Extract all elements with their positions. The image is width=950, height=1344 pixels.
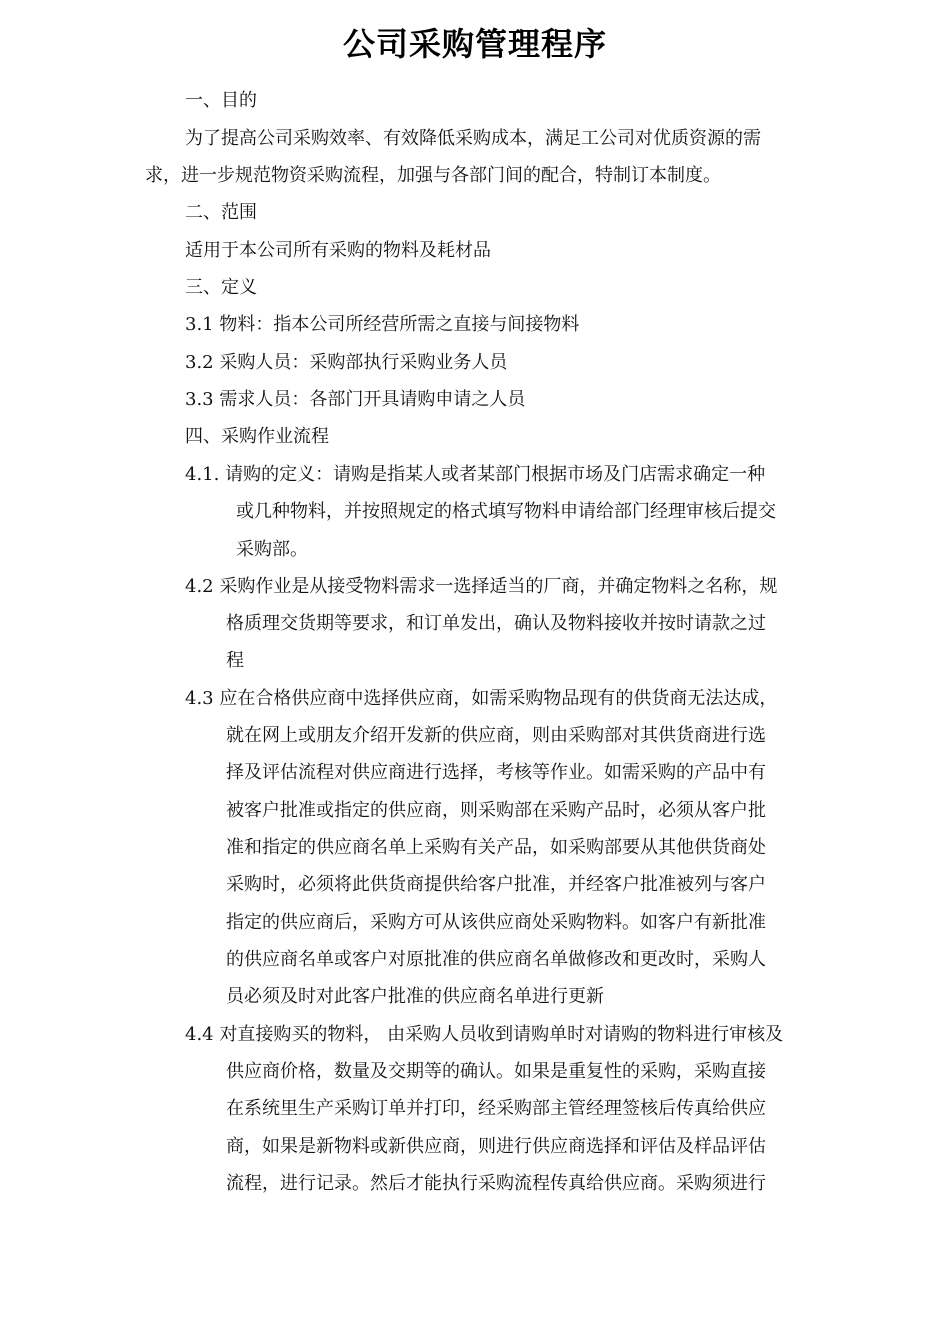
process-4-3-line-8: 的供应商名单或客户对原批准的供应商名单做修改和更改时，采购人 [226, 949, 766, 970]
process-4-3-line-6: 采购时，必须将此供货商提供给客户批准，并经客户批准被列与客户 [226, 874, 766, 895]
process-4-2-line-2: 格质理交货期等要求，和订单发出，确认及物料接收并按时请款之过 [226, 613, 766, 634]
process-4-3-line-3: 择及评估流程对供应商进行选择，考核等作业。如需采购的产品中有 [226, 762, 766, 783]
process-4-4-line-3: 在系统里生产采购订单并打印，经采购部主管经理签核后传真给供应 [226, 1098, 766, 1119]
process-4-3-line-5: 准和指定的供应商名单上采购有关产品，如采购部要从其他供货商处 [226, 837, 766, 858]
process-4-3-line-9: 员必须及时对此客户批准的供应商名单进行更新 [226, 986, 604, 1007]
process-4-4-line-4: 商，如果是新物料或新供应商，则进行供应商选择和评估及样品评估 [226, 1136, 766, 1157]
process-4-3-line-1: 4.3 应在合格供应商中选择供应商，如需采购物品现有的供货商无法达成， [185, 688, 778, 709]
process-4-1-line-1: 4.1. 请购的定义：请购是指某人或者某部门根据市场及门店需求确定一种 [185, 464, 766, 485]
process-4-1-line-3: 采购部。 [236, 539, 308, 560]
document-title: 公司采购管理程序 [342, 25, 607, 63]
definition-3-2: 3.2 采购人员：采购部执行采购业务人员 [185, 352, 508, 373]
process-4-4-line-1: 4.4 对直接购买的物料， 由采购人员收到请购单时对请购的物料进行审核及 [185, 1024, 784, 1045]
scope-text: 适用于本公司所有采购的物料及耗材品 [185, 240, 491, 261]
process-4-3-line-4: 被客户批准或指定的供应商，则采购部在采购产品时，必须从客户批 [226, 800, 766, 821]
process-4-4-line-5: 流程，进行记录。然后才能执行采购流程传真给供应商。采购须进行 [226, 1173, 766, 1194]
purpose-text-line-2: 求，进一步规范物资采购流程，加强与各部门间的配合，特制订本制度。 [145, 165, 721, 186]
purpose-heading: 一、目的 [185, 90, 257, 111]
process-4-2-line-1: 4.2 采购作业是从接受物料需求一选择适当的厂商，并确定物料之名称，规 [185, 576, 778, 597]
process-4-1-line-2: 或几种物料，并按照规定的格式填写物料申请给部门经理审核后提交 [236, 501, 776, 522]
purpose-text-line-1: 为了提高公司采购效率、有效降低采购成本，满足工公司对优质资源的需 [185, 128, 761, 149]
process-heading: 四、采购作业流程 [185, 426, 329, 447]
definition-heading: 三、定义 [185, 277, 257, 298]
scope-heading: 二、范围 [185, 202, 257, 223]
process-4-4-line-2: 供应商价格，数量及交期等的确认。如果是重复性的采购，采购直接 [226, 1061, 766, 1082]
definition-3-1: 3.1 物料：指本公司所经营所需之直接与间接物料 [185, 314, 580, 335]
process-4-3-line-2: 就在网上或朋友介绍开发新的供应商，则由采购部对其供货商进行选 [226, 725, 766, 746]
definition-3-3: 3.3 需求人员：各部门开具请购申请之人员 [185, 389, 526, 410]
process-4-2-line-3: 程 [226, 650, 244, 671]
process-4-3-line-7: 指定的供应商后，采购方可从该供应商处采购物料。如客户有新批准 [226, 912, 766, 933]
